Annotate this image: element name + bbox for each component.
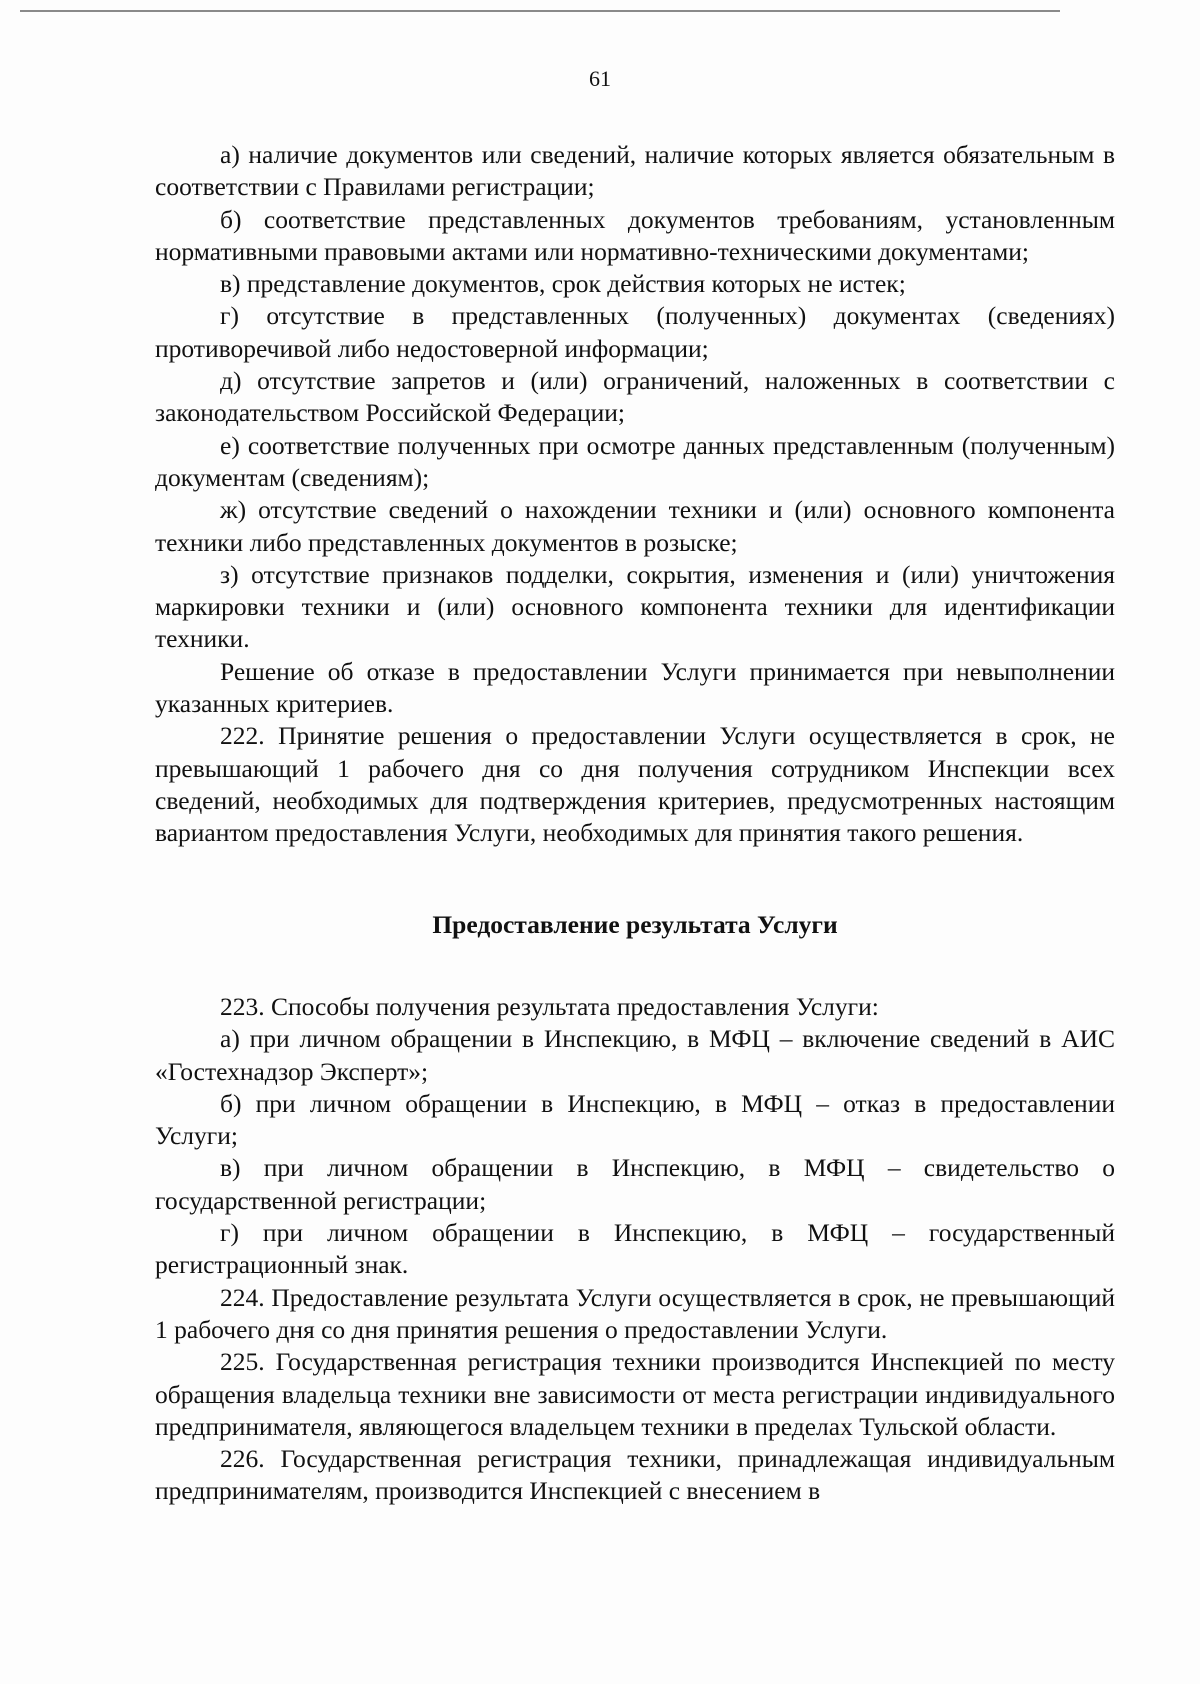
paragraph: 224. Предоставление результата Услуги осуществляется в срок, не превышающий 1 рабочего дня со дня принятия решения о предоставлении Услуги. — [155, 1282, 1115, 1344]
paragraph: а) при личном обращении в Инспекцию, в МФЦ – включение сведений в АИС «Гостехнадзор Эксперт»; — [155, 1024, 1115, 1086]
paragraph: в) представление документов, срок действия которых не истек; — [220, 269, 906, 299]
paragraph: 225. Государственная регистрация техники производится Инспекцией по месту обращения владельца техники вне зависимости от места регистрации индивидуального предпринимателя, являющегося владельцем техники в пределах Тульской области. — [155, 1347, 1115, 1441]
paragraph: ж) отсутствие сведений о нахождении техники и (или) основного компонента техники либо представленных документов в розыске; — [155, 495, 1115, 557]
section-result — [155, 991, 1115, 1508]
paragraph: 223. Способы получения результата предоставления Услуги: — [220, 992, 879, 1021]
section-heading-wrap — [155, 909, 1115, 943]
section-heading: Предоставление результата Услуги — [432, 910, 838, 939]
paragraph: д) отсутствие запретов и (или) ограничений, наложенных в соответствии с законодательством Российской Федерации; — [155, 366, 1115, 428]
paragraph: б) соответствие представленных документов требованиям, установленным нормативными правовыми актами или нормативно-техническими документами; — [155, 204, 1115, 266]
document-body — [155, 139, 1115, 1508]
paragraph: 222. Принятие решения о предоставлении Услуги осуществляется в срок, не превышающий 1 рабочего дня со дня получения сотрудником Инспекции всех сведений, необходимых для подтверждения критериев, предусмотренных настоящим вариантом предоставления Услуги, необходимых для принятия такого решения. — [155, 721, 1115, 848]
paragraph: а) наличие документов или сведений, наличие которых является обязательным в соответствии с Правилами регистрации; — [155, 140, 1115, 202]
section-criteria — [155, 139, 1115, 880]
paragraph: в) при личном обращении в Инспекцию, в МФЦ – свидетельство о государственной регистрации; — [155, 1153, 1115, 1215]
paragraph: г) отсутствие в представленных (полученных) документах (сведениях) противоречивой либо недостоверной информации; — [155, 301, 1115, 363]
paragraph: 226. Государственная регистрация техники, принадлежащая индивидуальным предпринимателям, производится Инспекцией с внесением в — [155, 1444, 1115, 1506]
paragraph: Решение об отказе в предоставлении Услуги принимается при невыполнении указанных критериев. — [155, 656, 1115, 719]
spacer — [155, 880, 1115, 909]
paragraph: г) при личном обращении в Инспекцию, в МФЦ – государственный регистрационный знак. — [155, 1218, 1115, 1280]
paragraph: е) соответствие полученных при осмотре данных представленным (полученным) документам (сведениям); — [155, 430, 1115, 492]
top-rule — [20, 10, 1060, 12]
paragraph: б) при личном обращении в Инспекцию, в МФЦ – отказ в предоставлении Услуги; — [155, 1088, 1115, 1151]
paragraph: з) отсутствие признаков подделки, сокрытия, изменения и (или) уничтожения маркировки техники и (или) основного компонента техники для идентификации техники. — [155, 559, 1115, 654]
page-number: 61 — [589, 66, 611, 91]
